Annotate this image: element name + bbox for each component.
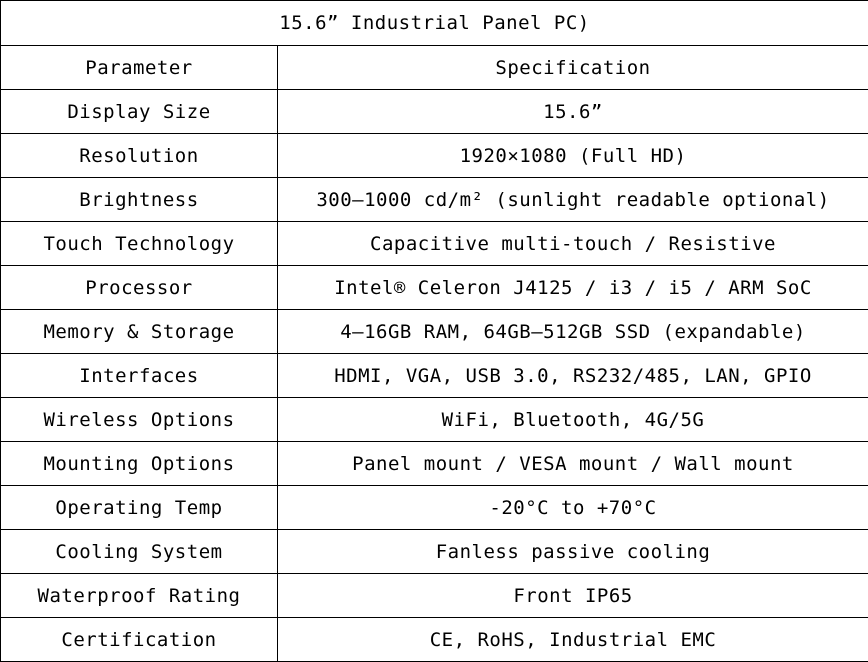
table-row — [1, 398, 868, 442]
parameter-cell: Display Size — [1, 90, 278, 134]
specification-cell: Fanless passive cooling — [278, 530, 868, 574]
header-row — [1, 46, 868, 90]
parameter-cell: Interfaces — [1, 354, 278, 398]
specification-cell: Front IP65 — [278, 574, 868, 618]
table-row — [1, 222, 868, 266]
parameter-cell: Brightness — [1, 178, 278, 222]
specification-cell: HDMI, VGA, USB 3.0, RS232/485, LAN, GPIO — [278, 354, 868, 398]
parameter-cell: Waterproof Rating — [1, 574, 278, 618]
table-row — [1, 266, 868, 310]
table-row — [1, 618, 868, 662]
spec-table-body — [1, 1, 868, 662]
specification-cell: 1920×1080 (Full HD) — [278, 134, 868, 178]
table-row — [1, 134, 868, 178]
parameter-cell: Touch Technology — [1, 222, 278, 266]
table-row — [1, 90, 868, 134]
specification-cell: Intel® Celeron J4125 / i3 / i5 / ARM SoC — [278, 266, 868, 310]
table-row — [1, 310, 868, 354]
specification-cell: -20°C to +70°C — [278, 486, 868, 530]
parameter-cell: Processor — [1, 266, 278, 310]
table-row — [1, 530, 868, 574]
table-row — [1, 574, 868, 618]
parameter-cell: Memory & Storage — [1, 310, 278, 354]
table-row — [1, 442, 868, 486]
parameter-cell: Wireless Options — [1, 398, 278, 442]
specification-cell: 15.6” — [278, 90, 868, 134]
specification-cell: CE, RoHS, Industrial EMC — [278, 618, 868, 662]
specification-cell: Panel mount / VESA mount / Wall mount — [278, 442, 868, 486]
parameter-cell: Certification — [1, 618, 278, 662]
header-specification: Specification — [278, 46, 868, 90]
title-row — [1, 1, 868, 46]
parameter-cell: Operating Temp — [1, 486, 278, 530]
specification-cell: 4–16GB RAM, 64GB–512GB SSD (expandable) — [278, 310, 868, 354]
specification-cell: Capacitive multi-touch / Resistive — [278, 222, 868, 266]
table-row — [1, 486, 868, 530]
table-title: 15.6” Industrial Panel PC) — [1, 1, 868, 46]
parameter-cell: Resolution — [1, 134, 278, 178]
parameter-cell: Mounting Options — [1, 442, 278, 486]
table-row — [1, 178, 868, 222]
specification-cell: 300–1000 cd/m² (sunlight readable optional) — [278, 178, 868, 222]
header-parameter: Parameter — [1, 46, 278, 90]
table-row — [1, 354, 868, 398]
parameter-cell: Cooling System — [1, 530, 278, 574]
specification-cell: WiFi, Bluetooth, 4G/5G — [278, 398, 868, 442]
